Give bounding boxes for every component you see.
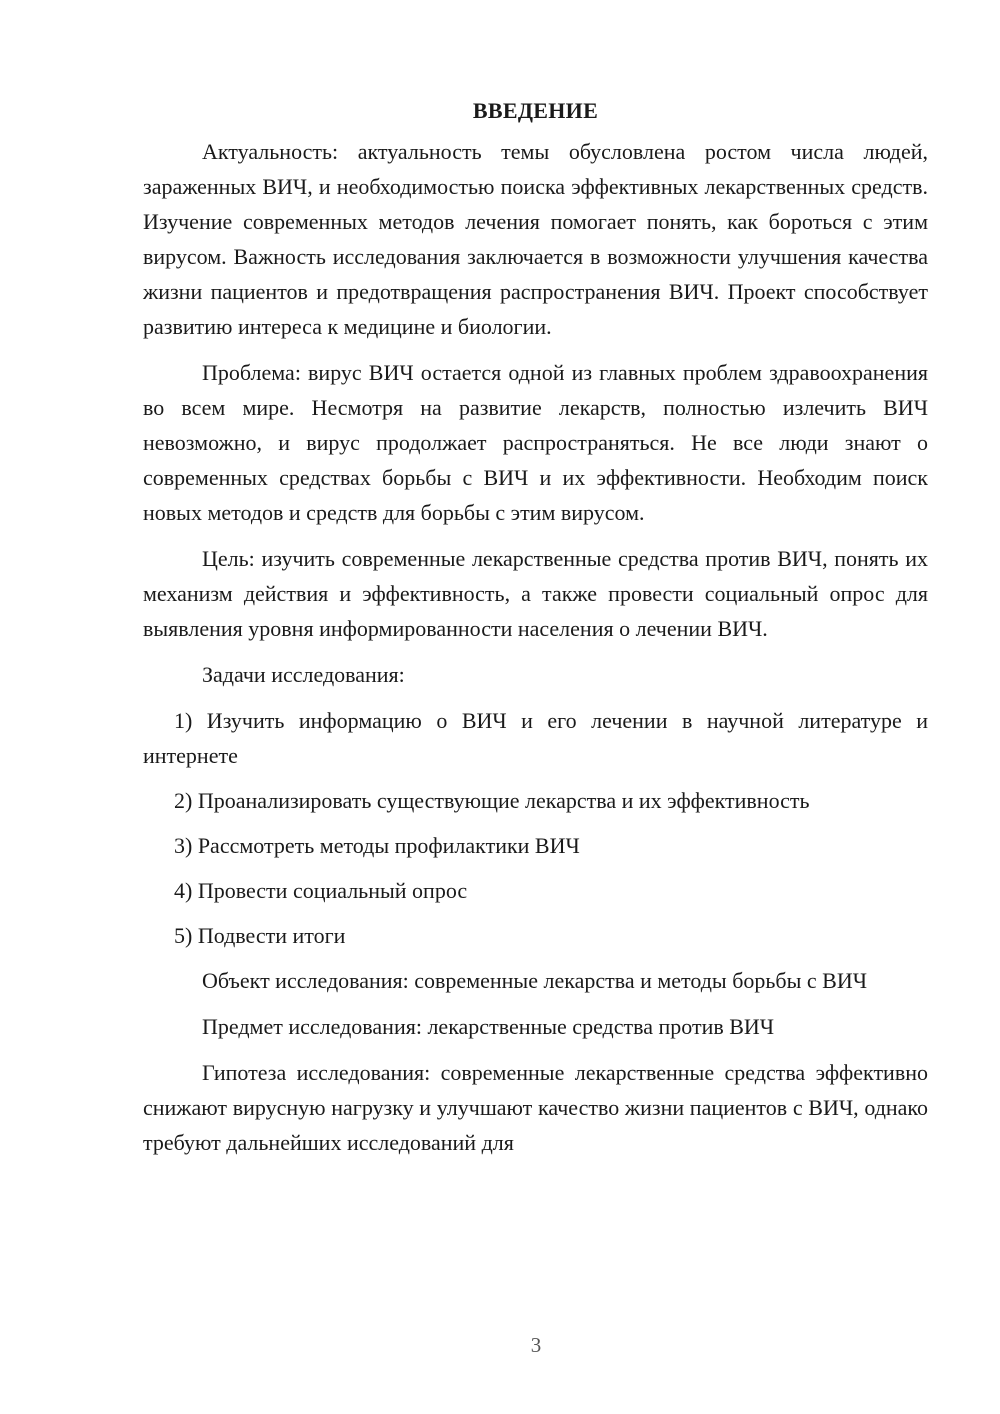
task-item: 5) Подвести итоги [174, 923, 346, 948]
task-item: 1) Изучить информацию о ВИЧ и его лечении в научной литературе и интернете [143, 708, 928, 768]
task-item: 2) Проанализировать существующие лекарства и их эффективность [174, 788, 810, 813]
paragraph-hypothesis: Гипотеза исследования: современные лекарственные средства эффективно снижают вирусную нагрузку и улучшают качество жизни пациентов с ВИЧ, однако требуют дальнейших исследований для [143, 1060, 928, 1155]
section-title: ВВЕДЕНИЕ [472, 98, 599, 123]
paragraph-problem: Проблема: вирус ВИЧ остается одной из главных проблем здравоохранения во всем мире. Несмотря на развитие лекарств, полностью излечить ВИЧ невозможно, и вирус продолжает распространяться. Не все люди знают о современных средствах борьбы с ВИЧ и их эффективности. Необходим поиск новых методов и средств для борьбы с этим вирусом. [143, 360, 928, 525]
paragraph-object: Объект исследования: современные лекарства и методы борьбы с ВИЧ [202, 968, 868, 993]
task-item: 4) Провести социальный опрос [174, 878, 468, 903]
page-number: 3 [530, 1333, 542, 1357]
document-page [143, 94, 928, 1171]
paragraph-relevance: Актуальность: актуальность темы обусловлена ростом числа людей, зараженных ВИЧ, и необходимостью поиска эффективных лекарственных средств. Изучение современных методов лечения помогает понять, как бороться с этим вирусом. Важность исследования заключается в возможности улучшения качества жизни пациентов и предотвращения распространения ВИЧ. Проект способствует развитию интереса к медицине и биологии. [143, 139, 928, 339]
paragraph-subject: Предмет исследования: лекарственные средства против ВИЧ [202, 1014, 775, 1039]
task-item: 3) Рассмотреть методы профилактики ВИЧ [174, 833, 580, 858]
paragraph-goal: Цель: изучить современные лекарственные средства против ВИЧ, понять их механизм действия и эффективность, а также провести социальный опрос для выявления уровня информированности населения о лечении ВИЧ. [143, 546, 928, 641]
paragraph-tasks-heading: Задачи исследования: [202, 662, 405, 687]
